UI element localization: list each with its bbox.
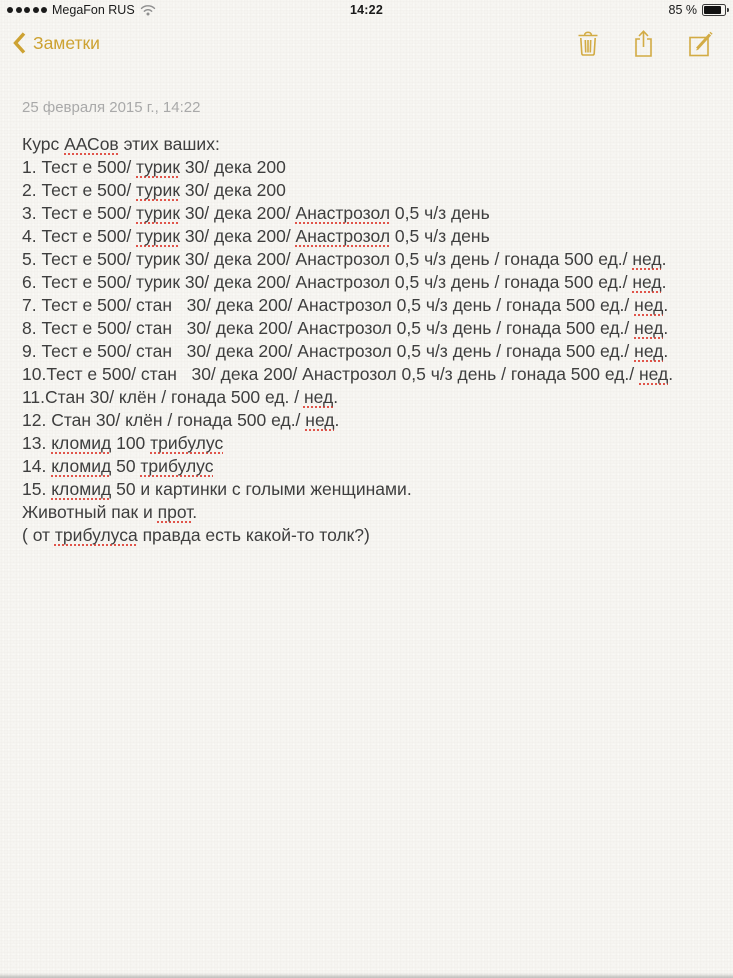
text-segment: 2. Тест е 500/ xyxy=(22,180,137,200)
status-bar-left xyxy=(7,3,156,17)
misspelled-word: нед xyxy=(632,249,662,269)
text-segment: . xyxy=(192,502,198,522)
note-line xyxy=(22,478,717,501)
nav-actions xyxy=(576,29,713,58)
text-segment: 7. Тест е 500/ стан 30/ дека 200/ Анастрозол 0,5 ч/з день / гонада 500 ед./ xyxy=(22,295,635,315)
trash-icon xyxy=(576,29,600,57)
battery-icon xyxy=(702,4,726,16)
carrier-label: MegaFon RUS xyxy=(52,3,135,17)
note-line xyxy=(22,363,717,386)
text-segment: ( от xyxy=(22,525,55,545)
misspelled-word: турик xyxy=(136,226,180,246)
note-line xyxy=(22,386,717,409)
misspelled-word: Анастрозол xyxy=(295,203,391,223)
back-label: Заметки xyxy=(33,32,100,53)
misspelled-word: трибулуса xyxy=(54,525,138,545)
text-segment: 30/ дека 200/ xyxy=(179,226,296,246)
text-segment: 9. Тест е 500/ стан 30/ дека 200/ Анастрозол 0,5 ч/з день / гонада 500 ед./ xyxy=(22,341,635,361)
misspelled-word: нед xyxy=(632,272,662,292)
misspelled-word: нед xyxy=(634,341,664,361)
battery-fill xyxy=(704,6,721,14)
misspelled-word: турик xyxy=(136,157,180,177)
text-segment: . xyxy=(663,318,669,338)
note-lines xyxy=(22,133,717,547)
text-segment: . xyxy=(663,341,669,361)
text-segment: Животный пак и xyxy=(22,502,158,522)
text-segment: 6. Тест е 500/ турик 30/ дека 200/ Анастрозол 0,5 ч/з день / гонада 500 ед./ xyxy=(22,272,633,292)
note-line xyxy=(22,524,717,547)
text-segment: . xyxy=(334,410,340,430)
text-segment: 11.Стан 30/ клён / гонада 500 ед. / xyxy=(22,387,304,407)
misspelled-word: Анастрозол xyxy=(295,226,391,246)
note-line xyxy=(22,432,717,455)
misspelled-word: нед xyxy=(303,387,334,407)
misspelled-word: кломид xyxy=(51,433,112,453)
note-date: 25 февраля 2015 г., 14:22 xyxy=(22,99,201,116)
compose-icon xyxy=(687,29,713,58)
note-line xyxy=(22,133,717,156)
misspelled-word: ААСов xyxy=(64,134,119,154)
signal-dot xyxy=(7,7,13,13)
nav-bar xyxy=(0,20,733,66)
text-segment: . xyxy=(661,272,667,292)
text-segment: Курс xyxy=(22,134,65,154)
note-line xyxy=(22,179,717,202)
text-segment: 5. Тест е 500/ турик 30/ дека 200/ Анастрозол 0,5 ч/з день / гонада 500 ед./ xyxy=(22,249,633,269)
misspelled-word: трибулус xyxy=(140,456,214,476)
note-line xyxy=(22,202,717,225)
text-segment: 30/ дека 200 xyxy=(179,157,286,177)
text-segment: 4. Тест е 500/ xyxy=(22,226,137,246)
note-line xyxy=(22,455,717,478)
text-segment: 30/ дека 200/ xyxy=(179,203,296,223)
text-segment: 15. xyxy=(22,479,52,499)
misspelled-word: нед xyxy=(639,364,669,384)
note-line xyxy=(22,501,717,524)
misspelled-word: нед xyxy=(634,295,664,315)
note-line xyxy=(22,409,717,432)
text-segment: . xyxy=(668,364,674,384)
text-segment: 50 и картинки с голыми женщинами. xyxy=(111,479,412,499)
share-icon xyxy=(632,29,655,58)
note-line xyxy=(22,271,717,294)
compose-note-button[interactable] xyxy=(687,29,713,58)
text-segment: 50 xyxy=(111,456,141,476)
misspelled-word: турик xyxy=(136,203,180,223)
status-bar xyxy=(0,0,733,20)
wifi-icon xyxy=(140,4,156,16)
text-segment: этих ваших: xyxy=(118,134,220,154)
note-line xyxy=(22,317,717,340)
text-segment: 8. Тест е 500/ стан 30/ дека 200/ Анастрозол 0,5 ч/з день / гонада 500 ед./ xyxy=(22,318,635,338)
share-note-button[interactable] xyxy=(632,29,655,58)
back-chevron-icon xyxy=(13,32,26,54)
note-line xyxy=(22,248,717,271)
text-segment: 100 xyxy=(111,433,151,453)
text-segment: 13. xyxy=(22,433,52,453)
status-bar-right xyxy=(669,3,727,17)
text-segment: 3. Тест е 500/ xyxy=(22,203,137,223)
text-segment: 1. Тест е 500/ xyxy=(22,157,137,177)
text-segment: 30/ дека 200 xyxy=(179,180,286,200)
text-segment: 14. xyxy=(22,456,52,476)
misspelled-word: трибулус xyxy=(150,433,224,453)
note-line xyxy=(22,294,717,317)
misspelled-word: кломид xyxy=(51,456,112,476)
text-segment: . xyxy=(661,249,667,269)
delete-note-button[interactable] xyxy=(576,29,600,57)
text-segment: 12. Стан 30/ клён / гонада 500 ед./ xyxy=(22,410,306,430)
misspelled-word: нед xyxy=(305,410,335,430)
misspelled-word: турик xyxy=(136,180,180,200)
note-line xyxy=(22,340,717,363)
text-segment: 0,5 ч/з день xyxy=(390,203,490,223)
text-segment: 0,5 ч/з день xyxy=(390,226,490,246)
misspelled-word: прот xyxy=(157,502,193,522)
signal-dots xyxy=(7,7,47,13)
signal-dot xyxy=(16,7,22,13)
status-time: 14:22 xyxy=(350,3,383,17)
signal-dot xyxy=(41,7,47,13)
misspelled-word: нед xyxy=(634,318,664,338)
back-button[interactable] xyxy=(13,32,100,54)
text-segment: 10.Тест е 500/ стан 30/ дека 200/ Анастрозол 0,5 ч/з день / гонада 500 ед./ xyxy=(22,364,640,384)
text-segment: . xyxy=(333,387,339,407)
note-line xyxy=(22,225,717,248)
note-line xyxy=(22,156,717,179)
text-segment: . xyxy=(663,295,669,315)
signal-dot xyxy=(33,7,39,13)
signal-dot xyxy=(24,7,30,13)
battery-percent: 85 % xyxy=(668,3,697,17)
misspelled-word: кломид xyxy=(51,479,112,499)
text-segment: правда есть какой-то толк?) xyxy=(137,525,370,545)
